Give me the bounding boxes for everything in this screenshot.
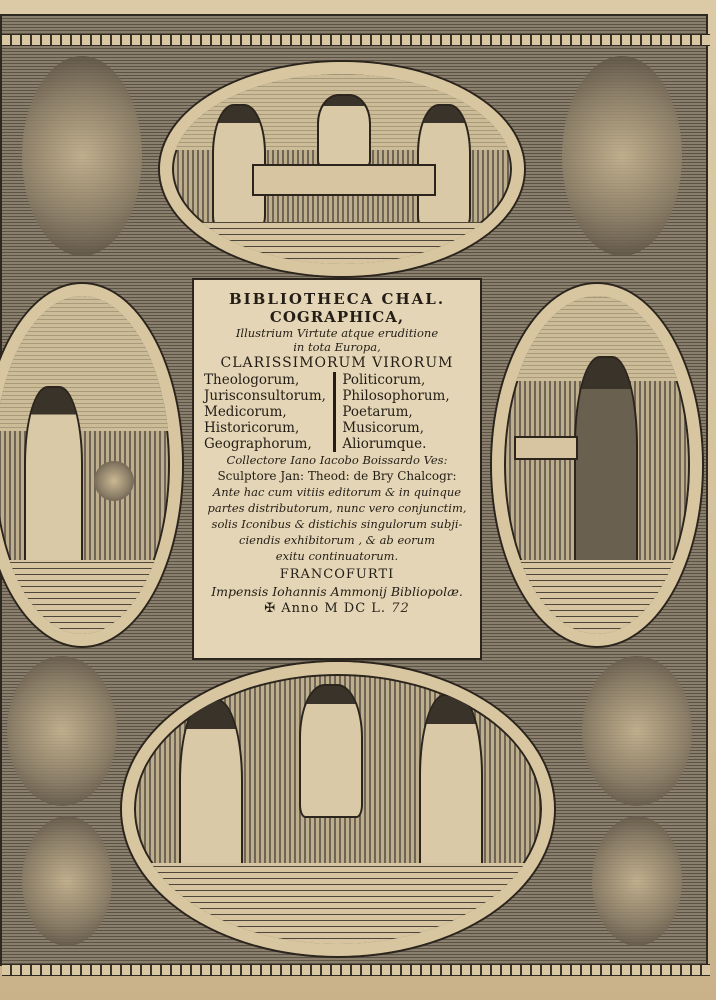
- category-item: Poetarum,: [342, 404, 413, 420]
- top-frieze-border: [2, 34, 710, 46]
- enthroned-figure: [299, 684, 363, 818]
- body-line: solis Iconibus & distichis singulorum subji-: [211, 517, 463, 531]
- subtitle-line-1: Illustrium Virtute atque eruditione: [235, 326, 439, 340]
- grotesque-ornament-top-right: [562, 56, 682, 256]
- floor: [0, 560, 170, 634]
- reader-figure: [574, 356, 638, 580]
- throne-steps: [134, 863, 542, 944]
- globe: [94, 461, 134, 501]
- category-item: Politicorum,: [342, 372, 426, 388]
- floor: [172, 222, 512, 264]
- collector-line: Collectore Iano Iacobo Boissardo Ves:: [226, 453, 448, 467]
- category-item: Theologorum,: [204, 372, 300, 388]
- body-line: ciendis exhibitorum , & ab eorum: [239, 533, 435, 547]
- astronomer-figure: [24, 386, 83, 580]
- night-sky-scene: [0, 296, 170, 431]
- category-columns: [204, 372, 470, 452]
- year-handwritten: 72: [391, 601, 410, 616]
- grotesque-ornament-bottom-right: [592, 816, 682, 946]
- left-column: [204, 372, 332, 452]
- grotesque-ornament-top-left: [22, 56, 142, 256]
- bottom-frieze-border: [2, 964, 710, 976]
- year-printed: ✠ Anno M DC L.: [264, 601, 387, 616]
- category-item: Musicorum,: [342, 420, 425, 436]
- publisher-line: Impensis Iohannis Ammonij Bibliopolæ.: [211, 584, 463, 599]
- medallion-left-astronomer: [0, 284, 182, 646]
- title-panel: [192, 278, 482, 660]
- title-line-1: BIBLIOTHECA CHAL.: [228, 290, 446, 308]
- category-item: Aliorumque.: [342, 436, 427, 452]
- scholar-figure-center: [317, 94, 371, 168]
- year-line: [202, 600, 472, 618]
- category-item: Philosophorum,: [342, 388, 450, 404]
- right-column: [333, 372, 470, 452]
- writing-table: [252, 164, 436, 196]
- category-item: Historicorum,: [204, 420, 300, 436]
- grotesque-ornament-mid-left: [7, 656, 117, 806]
- caps-line: CLARISSIMORUM VIRORUM: [220, 355, 454, 371]
- body-line: partes distributorum, nunc vero conjunctim,: [207, 501, 467, 515]
- medallion-top-scholars: [160, 62, 524, 276]
- grotesque-ornament-bottom-left: [22, 816, 112, 946]
- place-line: FRANCOFURTI: [279, 567, 395, 582]
- category-item: Jurisconsultorum,: [204, 388, 326, 404]
- body-line: exitu continuatorum.: [275, 549, 399, 563]
- category-item: Medicorum,: [204, 404, 287, 420]
- title-line-2: COGRAPHICA,: [269, 308, 405, 326]
- lectern: [514, 436, 578, 460]
- medallion-right-reader: [492, 284, 702, 646]
- medallion-bottom-throne: [122, 662, 554, 956]
- category-item: Geographorum,: [204, 436, 312, 452]
- floor: [504, 560, 690, 634]
- grotesque-ornament-mid-right: [582, 656, 692, 806]
- engraved-plate: [0, 14, 708, 966]
- sculptor-line: Sculptore Jan: Theod: de Bry Chalcogr:: [217, 469, 457, 483]
- body-line: Ante hac cum vitiis editorum & in quinque: [212, 485, 462, 499]
- subtitle-line-2: in tota Europa,: [293, 340, 381, 354]
